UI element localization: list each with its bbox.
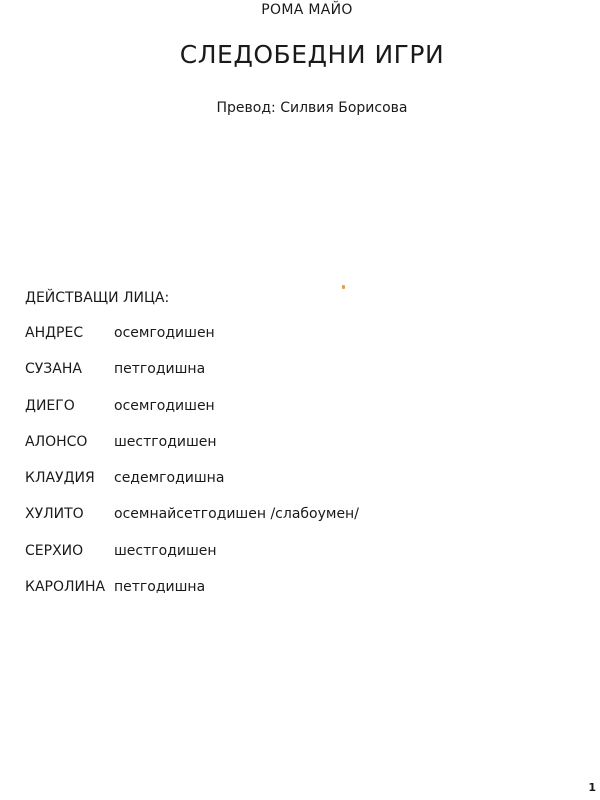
character-description: петгодишна xyxy=(114,361,206,378)
cast-row xyxy=(25,325,359,361)
cast-row xyxy=(25,361,359,397)
character-name: СУЗАНА xyxy=(25,361,82,378)
cast-heading: ДЕЙСТВАЩИ ЛИЦА: xyxy=(25,290,170,306)
character-name: ХУЛИТО xyxy=(25,506,84,523)
author-name: РОМА МАЙО xyxy=(261,2,353,18)
character-description: осемнайсетгодишен /слабоумен/ xyxy=(114,506,359,523)
cast-row xyxy=(25,470,359,506)
character-name: СЕРХИО xyxy=(25,542,84,559)
character-description: петгодишна xyxy=(114,579,206,596)
character-description: осемгодишен xyxy=(114,397,215,414)
character-description: седемгодишна xyxy=(114,470,225,487)
cast-row xyxy=(25,579,359,615)
cast-row xyxy=(25,398,359,434)
character-description: шестгодишен xyxy=(114,542,217,559)
cast-row xyxy=(25,543,359,579)
character-name: ДИЕГО xyxy=(25,397,75,414)
character-description: осемгодишен xyxy=(114,325,215,341)
page-number: 1 xyxy=(588,781,596,794)
cast-row xyxy=(25,506,359,542)
play-title: СЛЕДОБЕДНИ ИГРИ xyxy=(179,40,445,69)
character-name: АНДРЕС xyxy=(25,325,84,341)
scan-speck xyxy=(342,285,345,289)
character-name: КЛАУДИЯ xyxy=(25,470,95,487)
cast-list xyxy=(25,325,359,615)
character-name: КАРОЛИНА xyxy=(25,579,106,596)
character-name: АЛОНСО xyxy=(25,433,88,450)
character-description: шестгодишен xyxy=(114,433,217,450)
cast-row xyxy=(25,434,359,470)
translator-credit: Превод: Силвия Борисова xyxy=(216,100,408,116)
